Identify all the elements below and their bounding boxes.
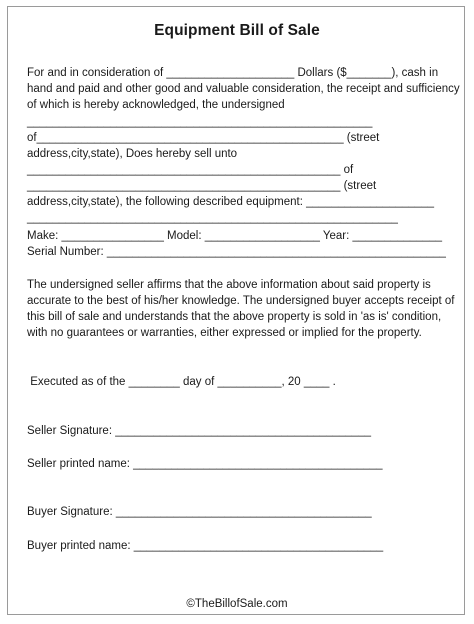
- document-title: Equipment Bill of Sale: [154, 22, 320, 39]
- consideration-line-1: For and in consideration of ____________________ Dollars ($_______), cash in: [27, 67, 439, 79]
- buyer-printed-name-line: Buyer printed name: _______________________________________: [27, 540, 384, 552]
- affirmation-line-3: this bill of sale and understands that the above property is sold in 'as is' condition,: [27, 311, 442, 323]
- affirmation-line-4: with no guarantees or warranties, either expressed or implied for the property.: [27, 327, 422, 339]
- buyer-address-line: _________________________________________________ (street: [27, 180, 377, 192]
- consideration-line-3: of which is hereby acknowledged, the undersigned: [27, 99, 285, 111]
- seller-printed-name-line: Seller printed name: _______________________________________: [27, 458, 383, 470]
- seller-address-line: of________________________________________________ (street: [27, 132, 380, 144]
- serial-number-line: Serial Number: _____________________________________________________: [27, 246, 446, 258]
- affirmation-line-2: accurate to the best of his/her knowledge. The undersigned buyer accepts receipt of: [27, 295, 455, 307]
- affirmation-line-1: The undersigned seller affirms that the above information about said property is: [27, 279, 431, 291]
- seller-signature-line: Seller Signature: ________________________________________: [27, 425, 372, 437]
- sell-unto-line: address,city,state), Does hereby sell unto: [27, 148, 238, 160]
- buyer-name-line: _________________________________________________ of: [27, 164, 354, 176]
- buyer-signature-line: Buyer Signature: ________________________________________: [27, 506, 372, 518]
- seller-name-blank: ______________________________________________________: [27, 116, 373, 128]
- equipment-description-line-2: __________________________________________________________: [27, 212, 398, 224]
- equipment-description-line-1: address,city,state), the following described equipment: ____________________: [27, 196, 435, 208]
- footer-copyright: ©TheBillofSale.com: [186, 598, 288, 610]
- consideration-line-2: hand and paid and other good and valuable consideration, the receipt and sufficiency: [27, 83, 460, 95]
- executed-date-line: Executed as of the ________ day of __________, 20 ____ .: [27, 376, 336, 388]
- make-model-year-line: Make: ________________ Model: __________________ Year: ______________: [27, 230, 443, 242]
